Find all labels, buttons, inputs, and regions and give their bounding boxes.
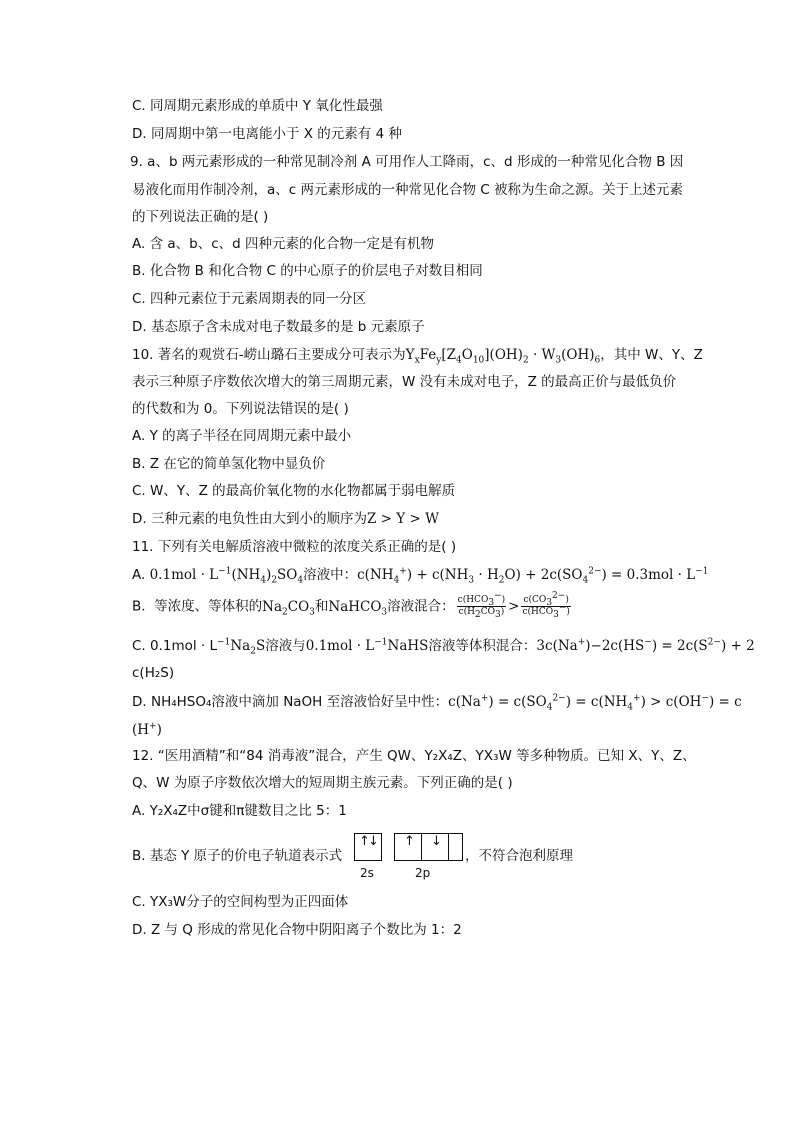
arrow-up-icon: ↑ <box>359 834 370 849</box>
orbital-diagram <box>354 833 464 883</box>
q9-option-a: A. 含 a、b、c、d 四种元素的化合物一定是有机物 <box>132 236 434 252</box>
fraction-right: $\frac{c(CO_3^{2-})}{c(HCO_3^-)}$ <box>522 591 570 620</box>
q12-stem-line1: 12. “医用酒精”和“84 消毒液”混合，产生 QW、Y₂X₄Z、YX₃W 等多种物质。已知 X、Y、Z、 <box>132 748 696 764</box>
arrow-down-icon: ↓ <box>368 834 379 849</box>
q12-option-a: A. Y₂X₄Z中σ键和π键数目之比 5：1 <box>132 803 347 819</box>
q10-stem-text-tail: ，其中 W、Y、Z <box>600 347 703 363</box>
q12-option-b-text: B. 基态 Y 原子的价电子轨道表示式 <box>132 848 343 864</box>
q8-option-c: C. 同周期元素形成的单质中 Y 氧化性最强 <box>132 98 383 114</box>
q11-option-b: B. 等浓度、等体积的$Na_2CO_3$和NaHCO$_3$溶液混合： $\frac{c(HCO_3^-)}{c(H_2CO_3)}$ > $\frac{c(CO_3^{2-})}{c(HCO_3^-)}$ <box>132 591 570 620</box>
q10-stem-line3: 的代数和为 0。下列说法错误的是( ) <box>132 401 349 417</box>
orbital-box-2p-3 <box>448 833 463 861</box>
q12-stem-line2: Q、W 为原子序数依次增大的短周期主族元素。下列正确的是( ) <box>132 775 513 791</box>
q11-option-c-line2: c(H₂S) <box>132 665 175 681</box>
q11-option-a: A. $0.1mol \cdot L^{-1}(NH_4)_2SO_4$溶液中：$c(NH_4^+) + c(NH_3 \cdot H_2O) + 2c(SO_4^{2-}) = 0.3mol \cdot L^{-1}$ <box>132 566 709 586</box>
q11-option-d-line1: D. NH₄HSO₄溶液中滴加 NaOH 至溶液恰好呈中性：$c(Na^+) = c(SO_4^{2-}) = c(NH_4^+) > c(OH^-) = c$ <box>132 693 742 713</box>
q10-option-c: C. W、Y、Z 的最高价氧化物的水化物都属于弱电解质 <box>132 483 456 499</box>
orbital-box-2p-1 <box>394 833 422 861</box>
q10-option-d: D. 三种元素的电负性由大到小的顺序为Z > Y > W <box>132 511 439 527</box>
q8-option-d: D. 同周期中第一电离能小于 X 的元素有 4 种 <box>132 126 402 142</box>
q12-option-b-tail: ，不符合泡利原理 <box>465 848 573 864</box>
q10-stem-line1 <box>132 345 703 365</box>
q9-stem-line1: 9. a、b 两元素形成的一种常见制冷剂 A 可用作人工降雨，c、d 形成的一种常见化合物 B 因 <box>130 154 684 170</box>
q11-option-d-line2: (H+) <box>132 721 162 738</box>
q9-option-b: B. 化合物 B 和化合物 C 的中心原子的价层电子对数目相同 <box>132 263 483 279</box>
q9-option-c: C. 四种元素位于元素周期表的同一分区 <box>132 291 367 307</box>
q10-option-b: B. Z 在它的简单氢化物中显负价 <box>132 456 326 472</box>
arrow-up-icon: ↑ <box>404 834 415 849</box>
q12-option-d: D. Z 与 Q 形成的常见化合物中阴阳离子个数比为 1：2 <box>132 922 462 938</box>
q10-stem-text: 10. 著名的观赏石-崂山璐石主要成分可表示为 <box>132 347 406 363</box>
q9-option-d: D. 基态原子含未成对电子数最多的是 b 元素原子 <box>132 319 425 335</box>
q10-option-a: A. Y 的离子半径在同周期元素中最小 <box>132 428 352 444</box>
q11-option-c-line1: C. $0.1mol \cdot L^{-1}Na_2S$溶液与$0.1mol \cdot L^{-1}NaHS$溶液等体积混合：$3c(Na^+)-2c(HS^-) = 2c(S^{2-}) + 2$ <box>132 637 755 657</box>
q9-stem-line3: 的下列说法正确的是( ) <box>132 209 269 225</box>
q10-stem-line2: 表示三种原子序数依次增大的第三周期元素，W 没有未成对电子，Z 的最高正价与最低负价 <box>132 374 677 390</box>
orbital-label-2p: 2p <box>415 866 431 880</box>
q10-formula: $Y_xFe_y[Z_4O_{10}](OH)_2 \cdot W_3(OH)_6$ <box>405 347 601 366</box>
orbital-box-2p-2 <box>421 833 449 861</box>
fraction-left: $\frac{c(HCO_3^-)}{c(H_2CO_3)}$ <box>457 591 506 620</box>
q9-stem-line2: 易液化而用作制冷剂，a、c 两元素形成的一种常见化合物 C 被称为生命之源。关于上述元素 <box>132 182 683 198</box>
arrow-down-icon: ↓ <box>431 834 442 849</box>
q12-option-c: C. YX₃W分子的空间构型为正四面体 <box>132 894 349 910</box>
orbital-label-2s: 2s <box>360 866 374 880</box>
orbital-box-2s <box>354 833 382 861</box>
q11-stem: 11. 下列有关电解质溶液中微粒的浓度关系正确的是( ) <box>132 539 457 555</box>
